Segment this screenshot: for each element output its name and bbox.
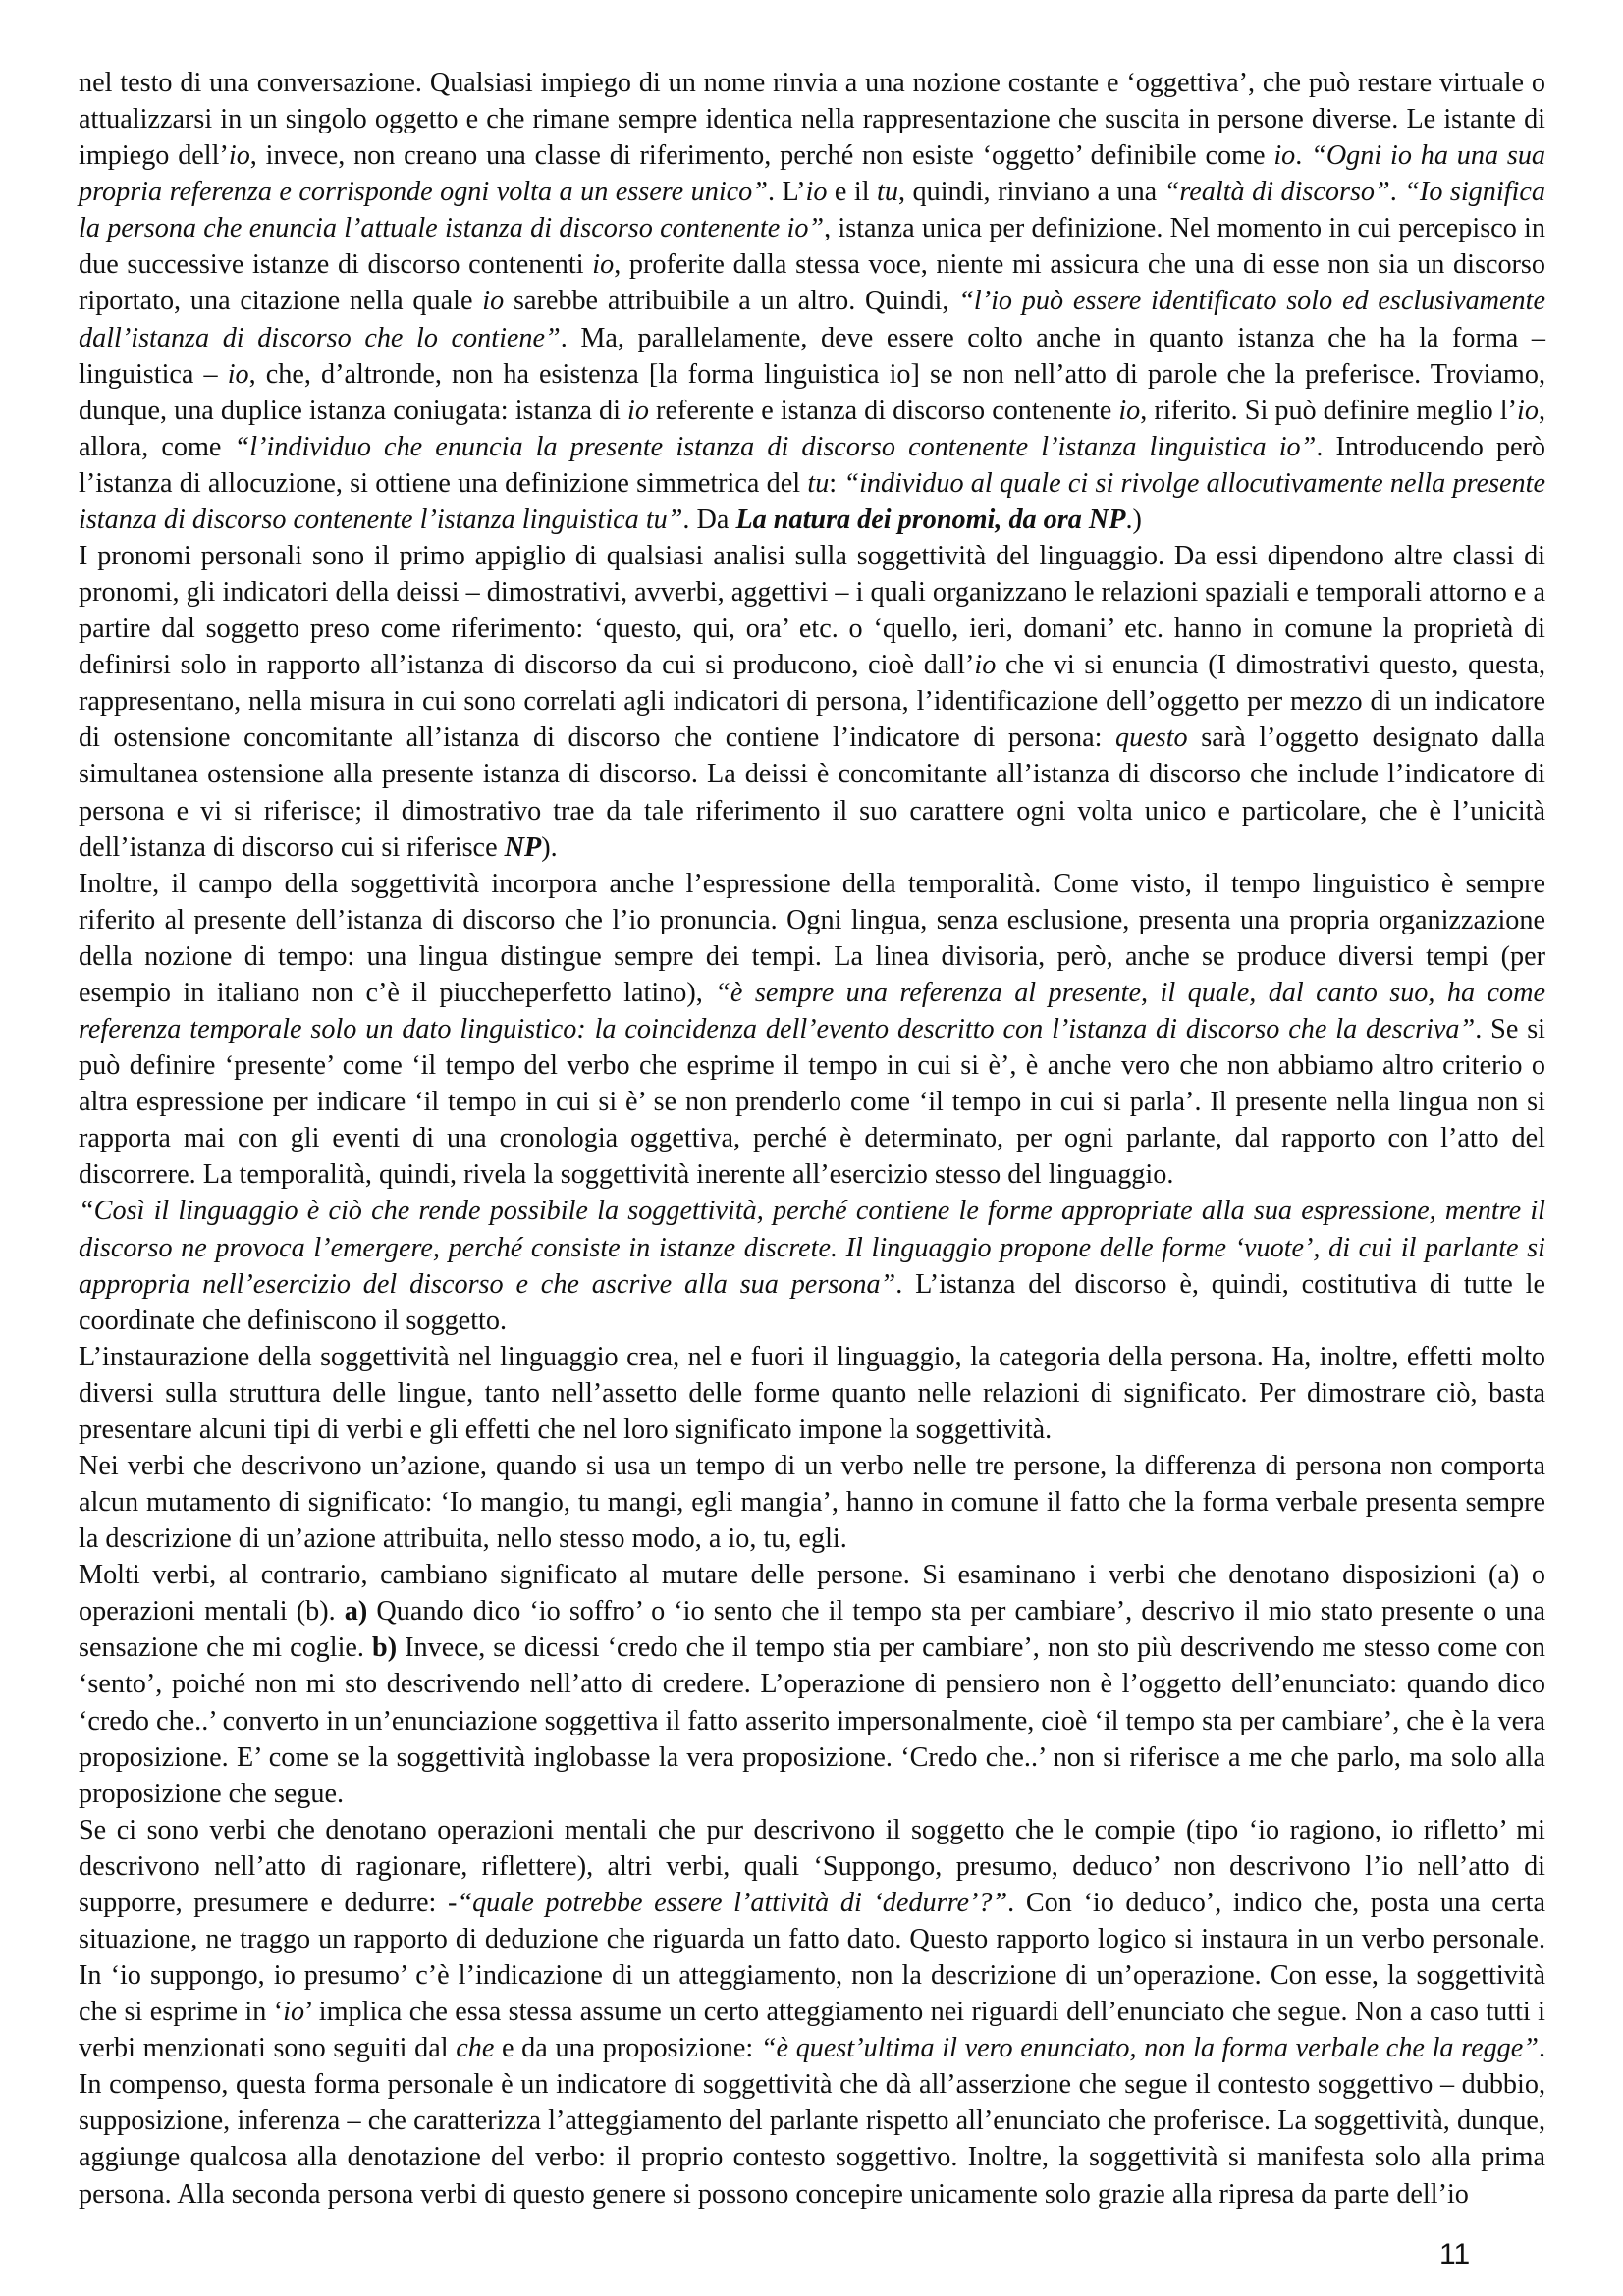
paragraph-pronomi-deissi	[79, 538, 1545, 866]
text-run: .)	[1125, 504, 1142, 535]
text-run: Nei verbi che descrivono un’azione, quando si usa un tempo di un verbo nelle tre persone, la differenza di persona non comporta alcun mutamento di significato: ‘Io mangio, tu mangi, egli mangia’, hanno in comune il fatto che la forma verbale presenta sempre la descrizione di un’azione attribuita, nello stesso modo, a io, tu, egli.	[79, 1450, 1545, 1555]
text-run: , quindi, rinviano a una	[897, 177, 1164, 208]
text-run: . Introducendo però l’istanza di allocuzione, si ottiene una definizione simmetrica del	[79, 431, 1546, 499]
italic-text: “quale potrebbe essere l’attività di ‘dedurre’?”	[457, 1887, 1008, 1918]
text-run: , istanza unica per definizione. Nel momento in cui percepisco in due successive istanze di discorso contenenti	[79, 213, 1545, 281]
bold-text: a)	[344, 1596, 368, 1628]
italic-text: questo	[1115, 722, 1188, 754]
paragraph-verbi-azione	[79, 1448, 1545, 1557]
text-run: . L’istanza del discorso è, quindi, costitutiva di tutte le coordinate che definiscono il soggetto.	[79, 1268, 1545, 1336]
text-run: Se ci sono verbi che denotano operazioni mentali che pur descrivono il soggetto che le compie (tipo ‘io ragiono, io rifletto’ mi descrivono nell’atto di ragionare, riflettere), altri verbi, quali ‘Suppongo, presumo, deduco’ non descrivono l’io nell’atto di supporre, presumere e dedurre: -	[79, 1814, 1545, 1918]
text-run: . In compenso, questa forma personale è un indicatore di soggettività che dà all’asserzione che segue il contesto soggettivo – dubbio, supposizione, inferenza – che caratterizza l’atteggiamento del parlante rispetto all’enunciato che proferisce. La soggettività, dunque, aggiunge qualcosa alla denotazione del verbo: il proprio contesto soggettivo. Inoltre, la soggettività si manifesta solo alla prima persona. Alla seconda persona verbi di questo genere si possono concepire unicamente solo grazie alla ripresa da parte dell’io	[79, 2033, 1546, 2210]
text-run: Inoltre, il campo della soggettività incorpora anche l’espressione della temporalità. Come visto, il tempo linguistico è sempre riferito al presente dell’istanza di discorso che l’io pronuncia. Ogni lingua, senza esclusione, presenta una propria organizzazione della nozione di tempo: una lingua distingue sempre dei tempi. La linea divisoria, però, anche se produce diversi tempi (per esempio in italiano non c’è il piuccheperfetto latino),	[79, 868, 1545, 1008]
text-run: ).	[541, 831, 558, 863]
italic-text: “è sempre una referenza al presente, il quale, dal canto suo, ha come referenza temporale solo un dato linguistico: la coincidenza dell’evento descritto con l’istanza di discorso che la descriva”	[79, 977, 1545, 1045]
italic-text: “l’individuo che enuncia la presente istanza di discorso contenente l’istanza linguistica io”	[234, 431, 1317, 462]
text-run: . Se si può definire ‘presente’ come ‘il tempo del verbo che esprime il tempo in cui si è’, è anche vero che non abbiamo altro criterio o altra espressione per indicare ‘il tempo in cui si è’ se non prenderlo come ‘il tempo in cui si parla’. Il presente nella lingua non si rapporta mai con gli eventi di una cronologia oggettiva, perché è determinato, per ogni parlante, dal rapporto con l’atto del discorrere. La temporalità, quindi, rivela la soggettività inerente all’esercizio stesso del linguaggio.	[79, 1014, 1546, 1191]
text-run: e il	[827, 177, 878, 208]
paragraph-temporalita	[79, 866, 1545, 1194]
bold-text: NP	[504, 831, 542, 863]
text-run: , che, d’altronde, non ha esistenza [la forma linguistica io] se non nell’atto di parole che la preferisce. Troviamo, dunque, una duplice istanza coniugata: istanza di	[79, 358, 1546, 426]
text-run: nel testo di una conversazione. Qualsiasi impiego di un nome rinvia a una nozione costante e ‘oggettiva’, che può restare virtuale o attualizzarsi in un singolo oggetto e che rimane sempre identica nella rappresentazione che suscita in persone diverse. Le istante di impiego dell’	[79, 68, 1545, 172]
italic-text: io	[1517, 395, 1539, 426]
italic-text: che	[456, 2033, 495, 2064]
text-run: sarà l’oggetto designato dalla simultanea ostensione alla presente istanza di discorso. La deissi è concomitante all’istanza di discorso che include l’indicatore di persona e vi si riferisce; il dimostrativo trae da tale riferimento il suo carattere ogni volta unico e particolare, che è l’unicità dell’istanza di discorso cui si riferisce	[79, 722, 1545, 863]
text-run: :	[829, 467, 844, 499]
paragraph-verbi-mentali	[79, 1557, 1545, 1812]
bold-text: La natura dei pronomi, da ora NP	[735, 504, 1126, 535]
paragraph-supporre-dedurre	[79, 1812, 1545, 2213]
italic-text: io	[592, 249, 615, 281]
text-run: ’ implica che essa stessa assume un certo atteggiamento nei riguardi dell’enunciato che segue. Non a caso tutti i verbi menzionati sono seguiti dal	[79, 1997, 1545, 2064]
italic-text: io	[1118, 395, 1141, 426]
italic-text: “individuo al quale ci si rivolge allocutivamente nella presente istanza di discorso contenente l’istanza linguistica tu”	[79, 467, 1545, 535]
italic-text: io	[627, 395, 649, 426]
italic-text: “l’io può essere identificato solo ed esclusivamente dall’istanza di discorso che lo contiene”	[79, 286, 1545, 353]
italic-text: “è quest’ultima il vero enunciato, non la forma verbale che la regge”	[760, 2033, 1539, 2064]
text-run: , allora, come	[79, 395, 1545, 462]
text-run: Invece, se dicessi ‘credo che il tempo stia per cambiare’, non sto più descrivendo me stesso come con ‘sento’, poiché non mi sto descrivendo nell’atto di credere. L’operazione di pensiero non è l’oggetto dell’enunciato: quando dico ‘credo che..’ converto in un’enunciazione soggettiva il fatto asserito impersonalmente, cioè ‘il tempo sta per cambiare’, che è la vera proposizione. E’ come se la soggettività inglobasse la vera proposizione. ‘Credo che..’ non si riferisce a me che parlo, ma solo alla proposizione che segue.	[79, 1632, 1545, 1809]
text-run: sarebbe attribuibile a un altro. Quindi,	[504, 286, 959, 317]
text-run: , riferito. Si può definire meglio l’	[1140, 395, 1518, 426]
text-run: Quando dico ‘io soffro’ o ‘io sento che il tempo sta per cambiare’, descrivo il mio stato presente o una sensazione che mi coglie.	[79, 1596, 1546, 1664]
italic-text: “Ogni io ha una sua propria referenza e corrisponde ogni volta a un essere unico”	[79, 140, 1546, 208]
text-run: I pronomi personali sono il primo appiglio di qualsiasi analisi sulla soggettività del linguaggio. Da essi dipendono altre classi di pronomi, gli indicatori della deissi – dimostrativi, avverbi, aggettivi – i quali organizzano le relazioni spaziali e temporali attorno e a partire dal soggetto preso come riferimento: ‘questo, qui, ora’ etc. o ‘quello, ieri, domani’ etc. hanno in comune la proprietà di definirsi solo in rapporto all’istanza di discorso da cui si producono, cioè dall’	[79, 541, 1545, 681]
italic-text: io	[974, 650, 997, 681]
text-run: , proferite dalla stessa voce, niente mi assicura che una di esse non sia un discorso riportato, una citazione nella quale	[79, 249, 1545, 317]
italic-text: “Così il linguaggio è ciò che rende possibile la soggettività, perché contiene le forme appropriate alla sua espressione, mentre il discorso ne provoca l’emergere, perché consiste in istanze discrete. Il linguaggio propone delle forme ‘vuote’, di cui il parlante si appropria nell’esercizio del discorso e che ascrive alla sua persona”	[79, 1196, 1545, 1300]
italic-text: io	[805, 177, 828, 208]
paragraph-citazione-linguaggio	[79, 1193, 1545, 1338]
text-run: . Da	[682, 504, 736, 535]
text-run: .	[1389, 177, 1405, 208]
paragraph-io-referenza	[79, 65, 1545, 538]
italic-text: io	[228, 140, 250, 172]
text-run: Molti verbi, al contrario, cambiano significato al mutare delle persone. Si esaminano i verbi che denotano disposizioni (a) o operazioni mentali (b).	[79, 1560, 1545, 1628]
paragraph-categoria-persona	[79, 1339, 1545, 1448]
text-run: . Ma, parallelamente, deve essere colto anche in quanto istanza che ha la forma – linguistica –	[79, 322, 1545, 390]
italic-text: “realtà di discorso”	[1163, 177, 1390, 208]
italic-text: tu	[807, 467, 830, 499]
bold-text: b)	[372, 1632, 398, 1664]
text-run: L’instaurazione della soggettività nel linguaggio crea, nel e fuori il linguaggio, la categoria della persona. Ha, inoltre, effetti molto diversi sulla struttura delle lingue, tanto nell’assetto delle forme quanto nelle relazioni di significato. Per dimostrare ciò, basta presentare alcuni tipi di verbi e gli effetti che nel loro significato impone la soggettività.	[79, 1341, 1545, 1445]
italic-text: io	[283, 1997, 305, 2028]
text-run: , invece, non creano una classe di riferimento, perché non esiste ‘oggetto’ definibile come	[249, 140, 1274, 172]
italic-text: io	[1273, 140, 1296, 172]
text-run: .	[1295, 140, 1312, 172]
text-run: che vi si enuncia (I dimostrativi questo, questa, rappresentano, nella misura in cui sono correlati agli indicatori di persona, l’identificazione dell’oggetto per mezzo di un indicatore di ostensione concomitante all’istanza di discorso che contiene l’indicatore di persona:	[79, 650, 1545, 754]
italic-text: “Io significa la persona che enuncia l’attuale istanza di discorso contenente io”	[79, 177, 1545, 244]
text-run: e da una proposizione:	[494, 2033, 761, 2064]
text-run: referente e istanza di discorso contenente	[648, 395, 1119, 426]
italic-text: io	[227, 358, 249, 390]
text-run: . L’	[767, 177, 806, 208]
body-text	[79, 65, 1545, 2213]
page-number: 11	[1439, 2238, 1471, 2270]
italic-text: io	[482, 286, 505, 317]
italic-text: tu	[877, 177, 898, 208]
text-run: . Con ‘io deduco’, indico che, posta una certa situazione, ne traggo un rapporto di deduzione che riguarda un fatto dato. Questo rapporto logico si instaura in un verbo personale. In ‘io suppongo, io presumo’ c’è l’indicazione di un atteggiamento, non la descrizione di un’operazione. Con esse, la soggettività che si esprime in ‘	[79, 1887, 1545, 2028]
